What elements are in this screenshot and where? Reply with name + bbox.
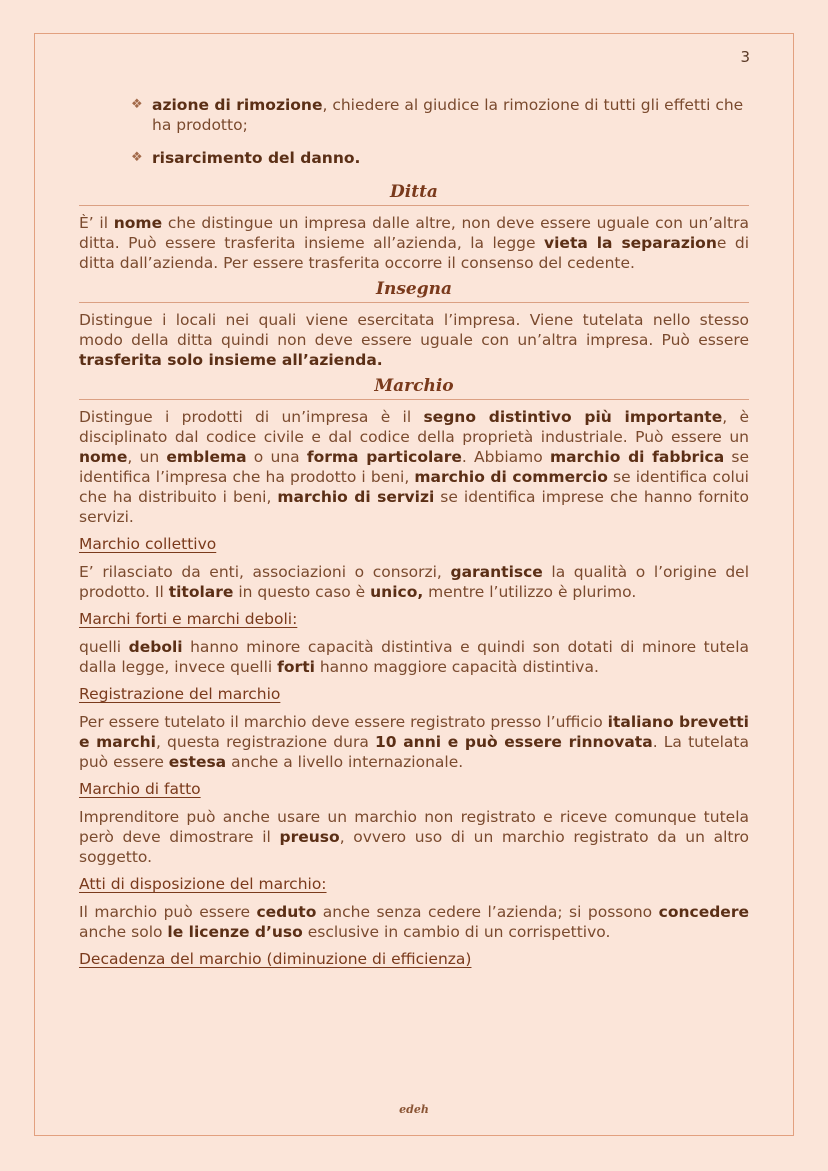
- paragraph-marchi-forti-deboli: [79, 637, 749, 677]
- text: esclusive in cambio di un corrispettivo.: [302, 923, 611, 941]
- text: mentre l’utilizzo è plurimo.: [423, 583, 637, 601]
- keyword: 10 anni e può essere rinnovata: [375, 733, 653, 751]
- subheading-marchio-di-fatto: Marchio di fatto: [79, 780, 201, 798]
- text: se identifica colui che ha distribuito i beni,: [79, 468, 749, 506]
- paragraph-ditta: [79, 213, 749, 273]
- text: la qualità o l’origine del prodotto. Il: [79, 563, 750, 601]
- diamond-bullet-icon: ❖: [131, 97, 143, 112]
- paragraph-marchio-di-fatto: [79, 807, 749, 867]
- bullet-keyword: risarcimento del danno.: [152, 149, 361, 167]
- text: Imprenditore può anche usare un marchio non registrato e riceve comunque tutela però deve dimostrare il: [79, 808, 749, 846]
- keyword: segno distintivo più importante: [423, 408, 723, 426]
- text: anche a livello internazionale.: [226, 753, 464, 771]
- bullet-list: [131, 95, 749, 168]
- keyword: marchio di fabbrica: [549, 448, 725, 466]
- text: . Abbiamo: [461, 448, 550, 466]
- bullet-item: [131, 148, 749, 168]
- keyword: preuso: [279, 828, 340, 846]
- subheading-decadenza: Decadenza del marchio (diminuzione di efficienza): [79, 950, 472, 968]
- keyword: concedere: [658, 903, 749, 921]
- paragraph-marchio-collettivo: [79, 562, 749, 602]
- text: , un: [127, 448, 167, 466]
- footer-signature: edeh: [399, 1103, 429, 1116]
- paragraph-atti-disposizione: [79, 902, 749, 942]
- text: , ovvero uso di un marchio registrato da un altro soggetto.: [79, 828, 749, 866]
- text: E’ rilasciato da enti, associazioni o consorzi,: [79, 563, 451, 581]
- page-number: 3: [740, 48, 750, 66]
- keyword: marchio di servizi: [277, 488, 435, 506]
- text: che distingue un impresa dalle altre, non deve essere uguale con un’altra ditta. Può essere trasferita insieme all’azienda, la legge: [79, 214, 749, 252]
- text: in questo caso è: [233, 583, 371, 601]
- keyword: forti: [277, 658, 315, 676]
- text: . La tutelata può essere: [79, 733, 749, 771]
- paragraph-marchio: [79, 407, 749, 527]
- text: , questa registrazione dura: [155, 733, 375, 751]
- keyword: trasferita solo insieme all’azienda.: [79, 351, 383, 369]
- bullet-text: , chiedere al giudice la rimozione di tutti gli effetti che ha prodotto;: [152, 96, 744, 134]
- keyword: le licenze d’uso: [167, 923, 303, 941]
- keyword: estesa: [168, 753, 227, 771]
- paragraph-insegna: [79, 310, 749, 370]
- text: hanno maggiore capacità distintiva.: [314, 658, 599, 676]
- keyword: deboli: [128, 638, 183, 656]
- subheading-atti-disposizione: Atti di disposizione del marchio:: [79, 875, 327, 893]
- section-title-insegna: Insegna: [79, 279, 749, 303]
- keyword: vieta la separazion: [544, 234, 717, 252]
- text: Distingue i prodotti di un’impresa è il: [79, 408, 424, 426]
- text: Distingue i locali nei quali viene esercitata l’impresa. Viene tutelata nello stesso modo della ditta quindi non deve essere uguale con un’altra impresa. Può essere: [79, 311, 749, 349]
- text: e di ditta dall’azienda. Per essere trasferita occorre il consenso del cedente.: [79, 234, 750, 272]
- text: hanno minore capacità distintiva e quindi son dotati di minore tutela dalla legge, invece quelli: [79, 638, 749, 676]
- diamond-bullet-icon: ❖: [131, 150, 143, 165]
- text: È’ il: [79, 214, 114, 232]
- keyword: nome: [113, 214, 163, 232]
- keyword: garantisce: [450, 563, 543, 581]
- paragraph-registrazione: [79, 712, 749, 772]
- bullet-item: [131, 95, 749, 135]
- text: Il marchio può essere: [79, 903, 257, 921]
- subheading-registrazione: Registrazione del marchio: [79, 685, 281, 703]
- keyword: titolare: [168, 583, 234, 601]
- text: , è disciplinato dal codice civile e dal codice della proprietà industriale. Può essere un: [79, 408, 749, 446]
- text: quelli: [79, 638, 129, 656]
- keyword: nome: [79, 448, 128, 466]
- keyword: forma particolare: [306, 448, 462, 466]
- keyword: emblema: [166, 448, 247, 466]
- text: se identifica l’impresa che ha prodotto i beni,: [79, 448, 750, 486]
- subheading-marchio-collettivo: Marchio collettivo: [79, 535, 217, 553]
- bullet-keyword: azione di rimozione: [152, 96, 323, 114]
- text: anche senza cedere l’azienda; si possono: [316, 903, 659, 921]
- keyword: marchio di commercio: [414, 468, 608, 486]
- section-title-ditta: Ditta: [79, 182, 749, 206]
- text: o una: [246, 448, 307, 466]
- keyword: unico,: [370, 583, 424, 601]
- text: Per essere tutelato il marchio deve essere registrato presso l’ufficio: [79, 713, 608, 731]
- subheading-marchi-forti-deboli: Marchi forti e marchi deboli:: [79, 610, 298, 628]
- text: se identifica imprese che hanno fornito servizi.: [79, 488, 749, 526]
- section-title-marchio: Marchio: [79, 376, 749, 400]
- document-body: [79, 95, 749, 977]
- text: anche solo: [79, 923, 168, 941]
- keyword: italiano brevetti e marchi: [79, 713, 749, 751]
- keyword: ceduto: [256, 903, 317, 921]
